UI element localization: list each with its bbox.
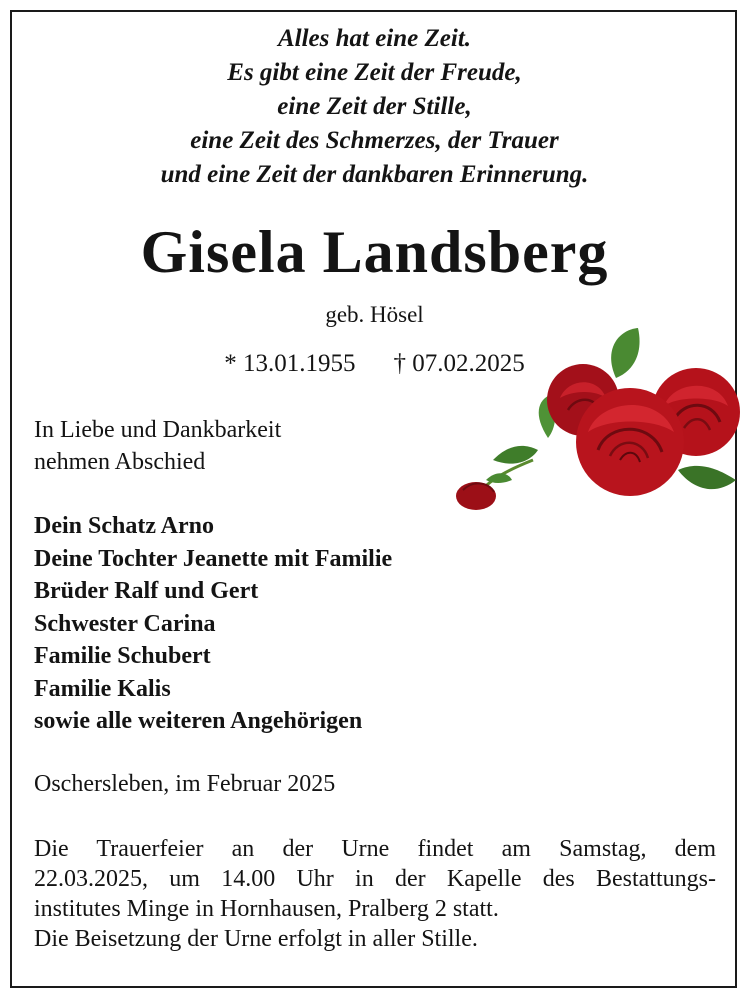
farewell-text [34, 414, 281, 478]
poem [0, 22, 749, 192]
farewell-line: nehmen Abschied [34, 449, 206, 475]
mourner: Brüder Ralf und Gert [34, 578, 259, 604]
deceased-name: Gisela Landsberg [140, 219, 609, 285]
mourner: Dein Schatz Arno [34, 513, 214, 539]
mourners-list [34, 510, 392, 738]
mourner: Deine Tochter Jeanette mit Familie [34, 545, 393, 572]
poem-line: und eine Zeit der dankbaren Erinnerung. [160, 161, 589, 188]
place-date: Oschersleben, im Februar 2025 [34, 771, 336, 797]
poem-line: eine Zeit der Stille, [277, 93, 472, 120]
birth-date: * 13.01.1955 [224, 350, 356, 377]
birth-name: geb. Hösel [325, 302, 424, 327]
mourner: Schwester Carina [34, 610, 216, 637]
poem-line: Alles hat eine Zeit. [277, 25, 472, 52]
service-line: Die Beisetzung der Urne erfolgt in aller Stille. [34, 926, 478, 952]
poem-line: Es gibt eine Zeit der Freude, [227, 59, 522, 86]
poem-line: eine Zeit des Schmerzes, der Trauer [190, 127, 559, 154]
service-info [34, 834, 716, 954]
death-date: † 07.02.2025 [393, 350, 525, 377]
mourner: Familie Kalis [34, 675, 171, 702]
farewell-line: In Liebe und Dankbarkeit [34, 417, 282, 443]
service-line: Die Trauerfeier an der Urne findet am Samstag, dem [34, 836, 716, 862]
red-roses-icon [438, 320, 743, 520]
mourner: Familie Schubert [34, 643, 211, 669]
service-line: institutes Minge in Hornhausen, Pralberg 2 statt. [34, 896, 499, 922]
service-line: 22.03.2025, um 14.00 Uhr in der Kapelle des Bestattungs- [34, 866, 716, 892]
mourner: sowie alle weiteren Angehörigen [34, 708, 363, 734]
